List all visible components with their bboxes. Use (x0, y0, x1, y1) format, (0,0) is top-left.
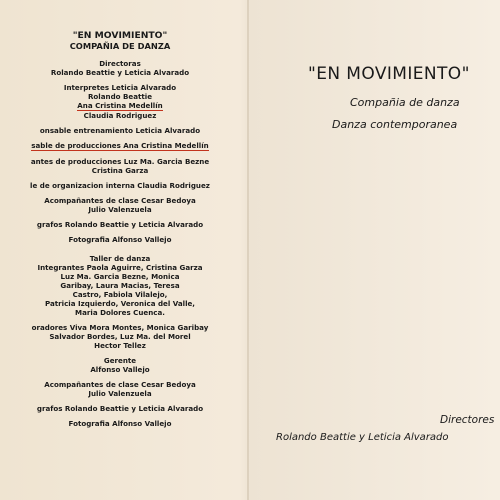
credit-line: Ana Cristina Medellín (77, 101, 163, 110)
credit-line: grafos Rolando Beattie y Leticia Alvarado (36, 404, 204, 413)
credit-line: Fotografia Alfonso Vallejo (68, 419, 172, 428)
left-page (0, 30, 240, 428)
credit-line: le de organizacion interna Claudia Rodriguez (30, 181, 210, 190)
credit-line: Integrantes Paola Aguirre, Cristina Garza (37, 263, 203, 272)
credit-line: oradores Viva Mora Montes, Monica Garibay (31, 323, 209, 332)
credit-line: Castro, Fabiola Vilalejo, (72, 290, 168, 299)
credit-line: Acompañantes de clase Cesar Bedoya (44, 380, 196, 389)
credit-line: Cristina Garza (91, 166, 149, 175)
right-page (250, 0, 500, 500)
credit-line: Gerente (103, 356, 137, 365)
credit-line: Taller de danza (89, 254, 151, 263)
directors-label: Directores (440, 414, 495, 426)
credit-line: Rolando Beattie y Leticia Alvarado (50, 68, 190, 77)
credits-block-2 (0, 254, 240, 428)
credit-line: Directoras (99, 59, 141, 68)
right-title: "EN MOVIMIENTO" (308, 64, 470, 84)
credit-line: Maria Dolores Cuenca. (75, 308, 165, 317)
credit-line: Alfonso Vallejo (90, 365, 150, 374)
credit-line: Patricia Izquierdo, Veronica del Valle, (44, 299, 196, 308)
credit-line: Claudia Rodriguez (83, 111, 157, 120)
credit-line: Julio Valenzuela (88, 205, 152, 214)
credits-block-1 (0, 59, 240, 244)
left-title: "EN MOVIMIENTO" (72, 30, 168, 41)
credit-line: antes de producciones Luz Ma. Garcia Bezne (30, 157, 210, 166)
left-subtitle: COMPAÑIA DE DANZA (69, 41, 171, 51)
credit-line: Garibay, Laura Macias, Teresa (60, 281, 180, 290)
credit-line: Luz Ma. Garcia Bezne, Monica (60, 272, 180, 281)
credit-line: Rolando Beattie (87, 92, 153, 101)
credit-line: Salvador Bordes, Luz Ma. del Morel (49, 332, 191, 341)
right-subtitle-1: Compañia de danza (350, 96, 460, 109)
credit-line: Interpretes Leticia Alvarado (63, 83, 177, 92)
right-subtitle-2: Danza contemporanea (332, 118, 458, 131)
credit-line: sable de producciones Ana Cristina Medellín (31, 141, 209, 150)
credit-line: Acompañantes de clase Cesar Bedoya (44, 196, 196, 205)
credit-line: Julio Valenzuela (88, 389, 152, 398)
credit-line: Fotografia Alfonso Vallejo (68, 235, 172, 244)
directors-names: Rolando Beattie y Leticia Alvarado (276, 432, 449, 443)
page-fold (247, 0, 249, 500)
credit-line: grafos Rolando Beattie y Leticia Alvarado (36, 220, 204, 229)
credit-line: Hector Tellez (94, 341, 146, 350)
credit-line: onsable entrenamiento Leticia Alvarado (39, 126, 201, 135)
